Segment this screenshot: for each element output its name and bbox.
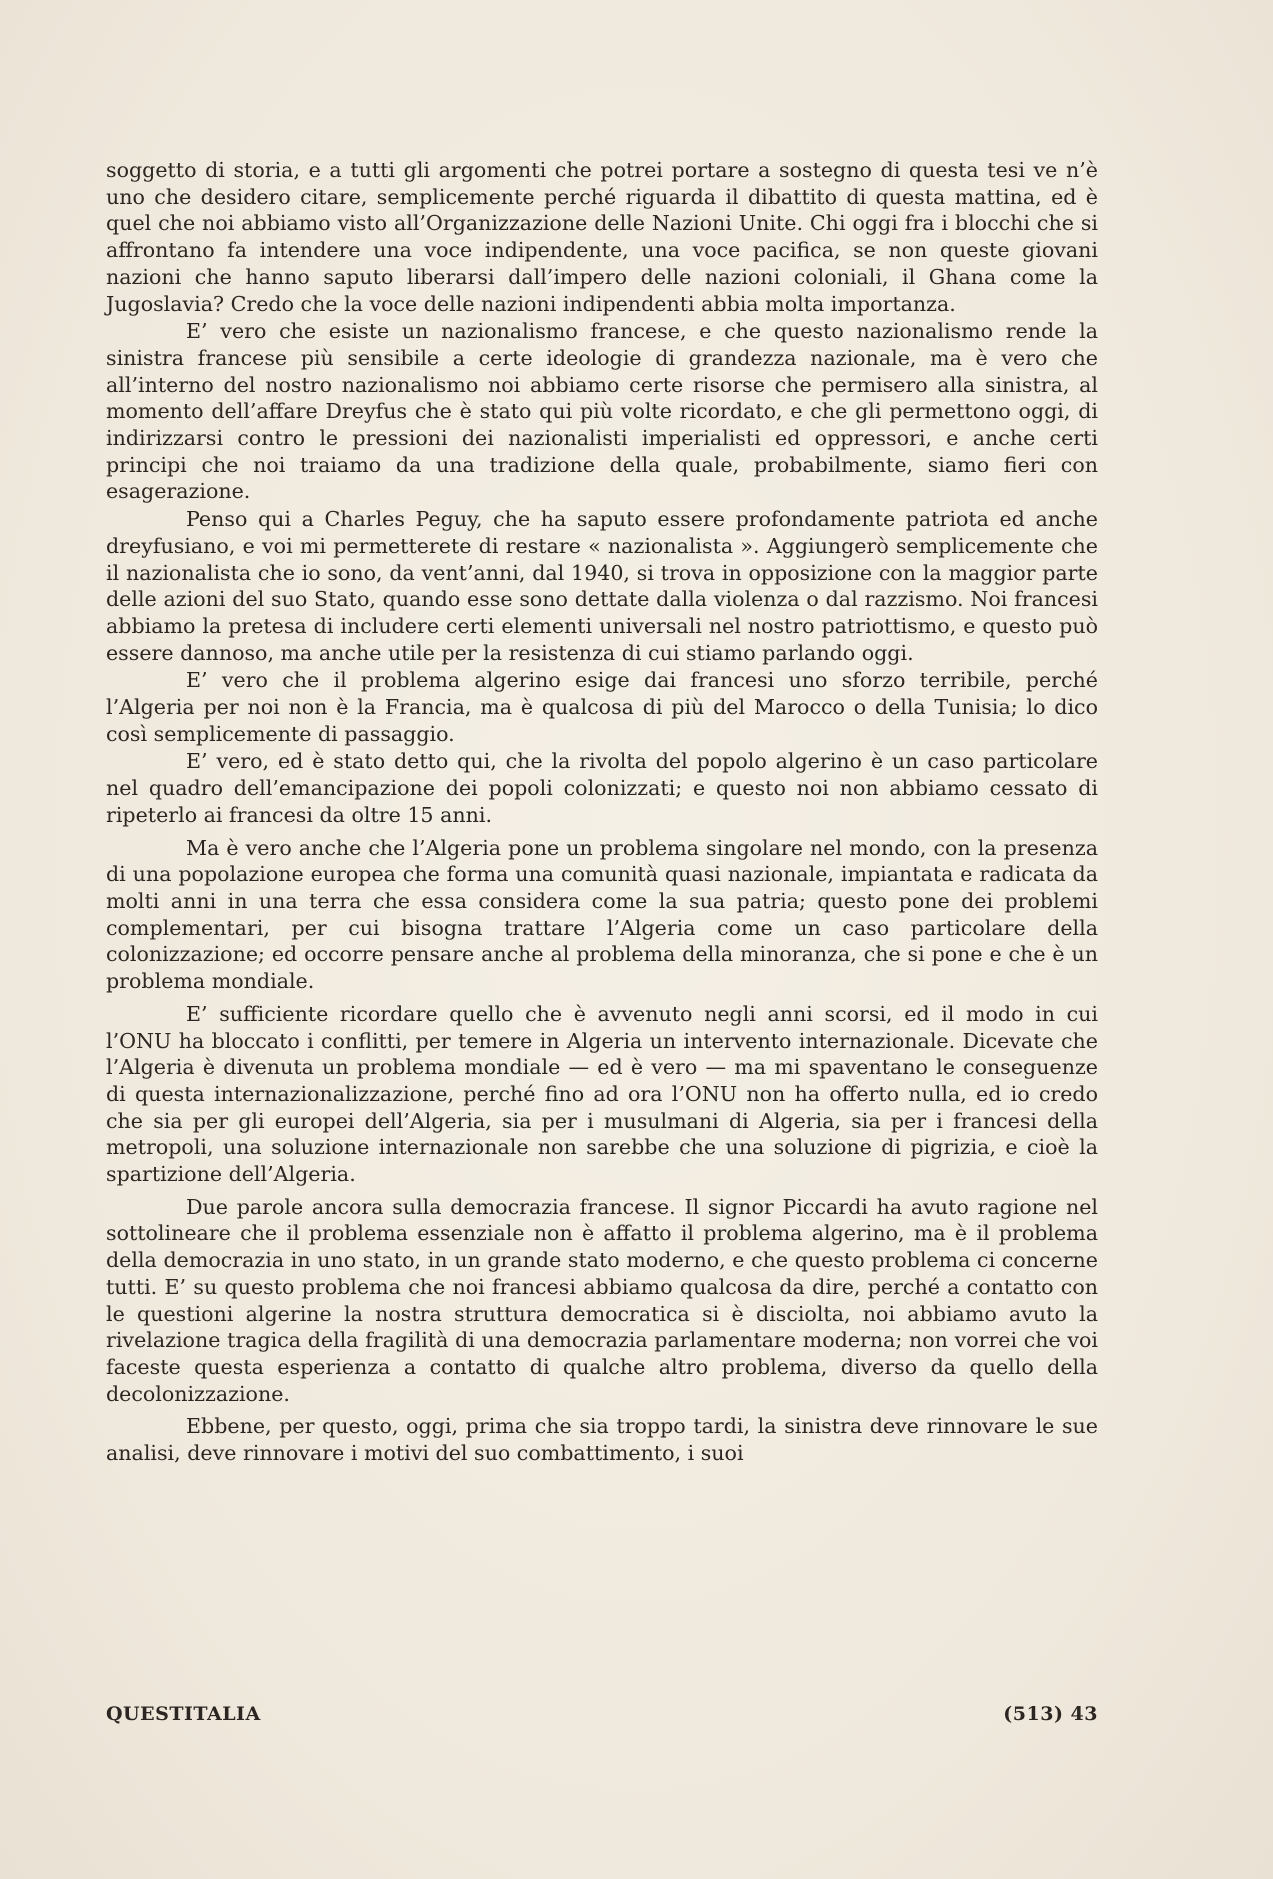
paragraph-4: E’ vero che il problema algerino esige dai francesi uno sforzo terribile, perché l’Algeria per noi non è la Francia, ma è qualcosa di più del Marocco o della Tunisia; lo dico così semplicemente di passaggio.	[106, 668, 1098, 746]
page-footer	[106, 1703, 1098, 1731]
paragraph-8: Due parole ancora sulla democrazia francese. Il signor Piccardi ha avuto ragione nel sottolineare che il problema essenziale non è affatto il problema algerino, ma è il problema della democrazia in uno stato, in un grande stato moderno, e che questo problema ci concerne tutti. E’ su questo problema che noi francesi abbiamo qualcosa da dire, perché a contatto con le questioni algerine la nostra struttura democratica si è disciolta, noi abbiamo avuto la rivelazione tragica della fragilità di una democrazia parlamentare moderna; non vorrei che voi faceste questa esperienza a contatto di qualche altro problema, diverso da quello della decolonizzazione.	[106, 1194, 1098, 1406]
paragraph-1: soggetto di storia, e a tutti gli argomenti che potrei portare a sostegno di questa tesi ve n’è uno che desidero citare, semplicemente perché riguarda il dibattito di questa mattina, ed è quel che noi abbiamo visto all’Organizzazione delle Nazioni Unite. Chi oggi fra i blocchi che si affrontano fa intendere una voce indipendente, una voce pacifica, se non queste giovani nazioni che hanno saputo liberarsi dall’impero delle nazioni coloniali, il Ghana come la Jugoslavia? Credo che la voce delle nazioni indipendenti abbia molta importanza.	[106, 158, 1098, 316]
paragraph-5: E’ vero, ed è stato detto qui, che la rivolta del popolo algerino è un caso particolare nel quadro dell’emancipazione dei popoli colonizzati; e questo noi non abbiamo cessato di ripeterlo ai francesi da oltre 15 anni.	[106, 749, 1098, 827]
paragraph-3: Penso qui a Charles Peguy, che ha saputo essere profondamente patriota ed anche dreyfusiano, e voi mi permetterete di restare « nazionalista ». Aggiungerò semplicemente che il nazionalista che io sono, da vent’anni, dal 1940, si trova in opposizione con la maggior parte delle azioni del suo Stato, quando esse sono dettate dalla violenza o dal razzismo. Noi francesi abbiamo la pretesa di includere certi elementi universali nel nostro patriottismo, e questo può essere dannoso, ma anche utile per la resistenza di cui stiamo parlando oggi.	[106, 507, 1098, 665]
journal-name: QUESTITALIA	[106, 1703, 261, 1725]
paragraph-9: Ebbene, per questo, oggi, prima che sia troppo tardi, la sinistra deve rinnovare le sue analisi, deve rinnovare i motivi del suo combattimento, i suoi	[106, 1414, 1098, 1466]
paragraph-6: Ma è vero anche che l’Algeria pone un problema singolare nel mondo, con la presenza di una popolazione europea che forma una comunità quasi nazionale, impiantata e radicata da molti anni in una terra che essa considera come la sua patria; questo pone dei problemi complementari, per cui bisogna trattare l’Algeria come un caso particolare della colonizzazione; ed occorre pensare anche al problema della minoranza, che si pone e che è un problema mondiale.	[106, 835, 1098, 994]
paragraph-7: E’ sufficiente ricordare quello che è avvenuto negli anni scorsi, ed il modo in cui l’ONU ha bloccato i conflitti, per temere in Algeria un intervento internazionale. Dicevate che l’Algeria è divenuta un problema mondiale — ed è vero — ma mi spaventano le conseguenze di questa internazionalizzazione, perché fino ad ora l’ONU non ha offerto nulla, ed io credo che sia per gli europei dell’Algeria, sia per i musulmani di Algeria, sia per i francesi della metropoli, una soluzione internazionale non sarebbe che una soluzione di pigrizia, e cioè la spartizione dell’Algeria.	[106, 1001, 1098, 1187]
page-number: (513) 43	[1003, 1703, 1098, 1725]
paragraph-2: E’ vero che esiste un nazionalismo francese, e che questo nazionalismo rende la sinistra francese più sensibile a certe ideologie di grandezza nazionale, ma è vero che all’interno del nostro nazionalismo noi abbiamo certe risorse che permisero alla sinistra, al momento dell’affare Dreyfus che è stato qui più volte ricordato, e che gli permettono oggi, di indirizzarsi contro le pressioni dei nazionalisti imperialisti ed oppressori, e anche certi principi che noi traiamo da una tradizione della quale, probabilmente, siamo fieri con esagerazione.	[106, 319, 1098, 504]
article-body	[106, 157, 1098, 1468]
